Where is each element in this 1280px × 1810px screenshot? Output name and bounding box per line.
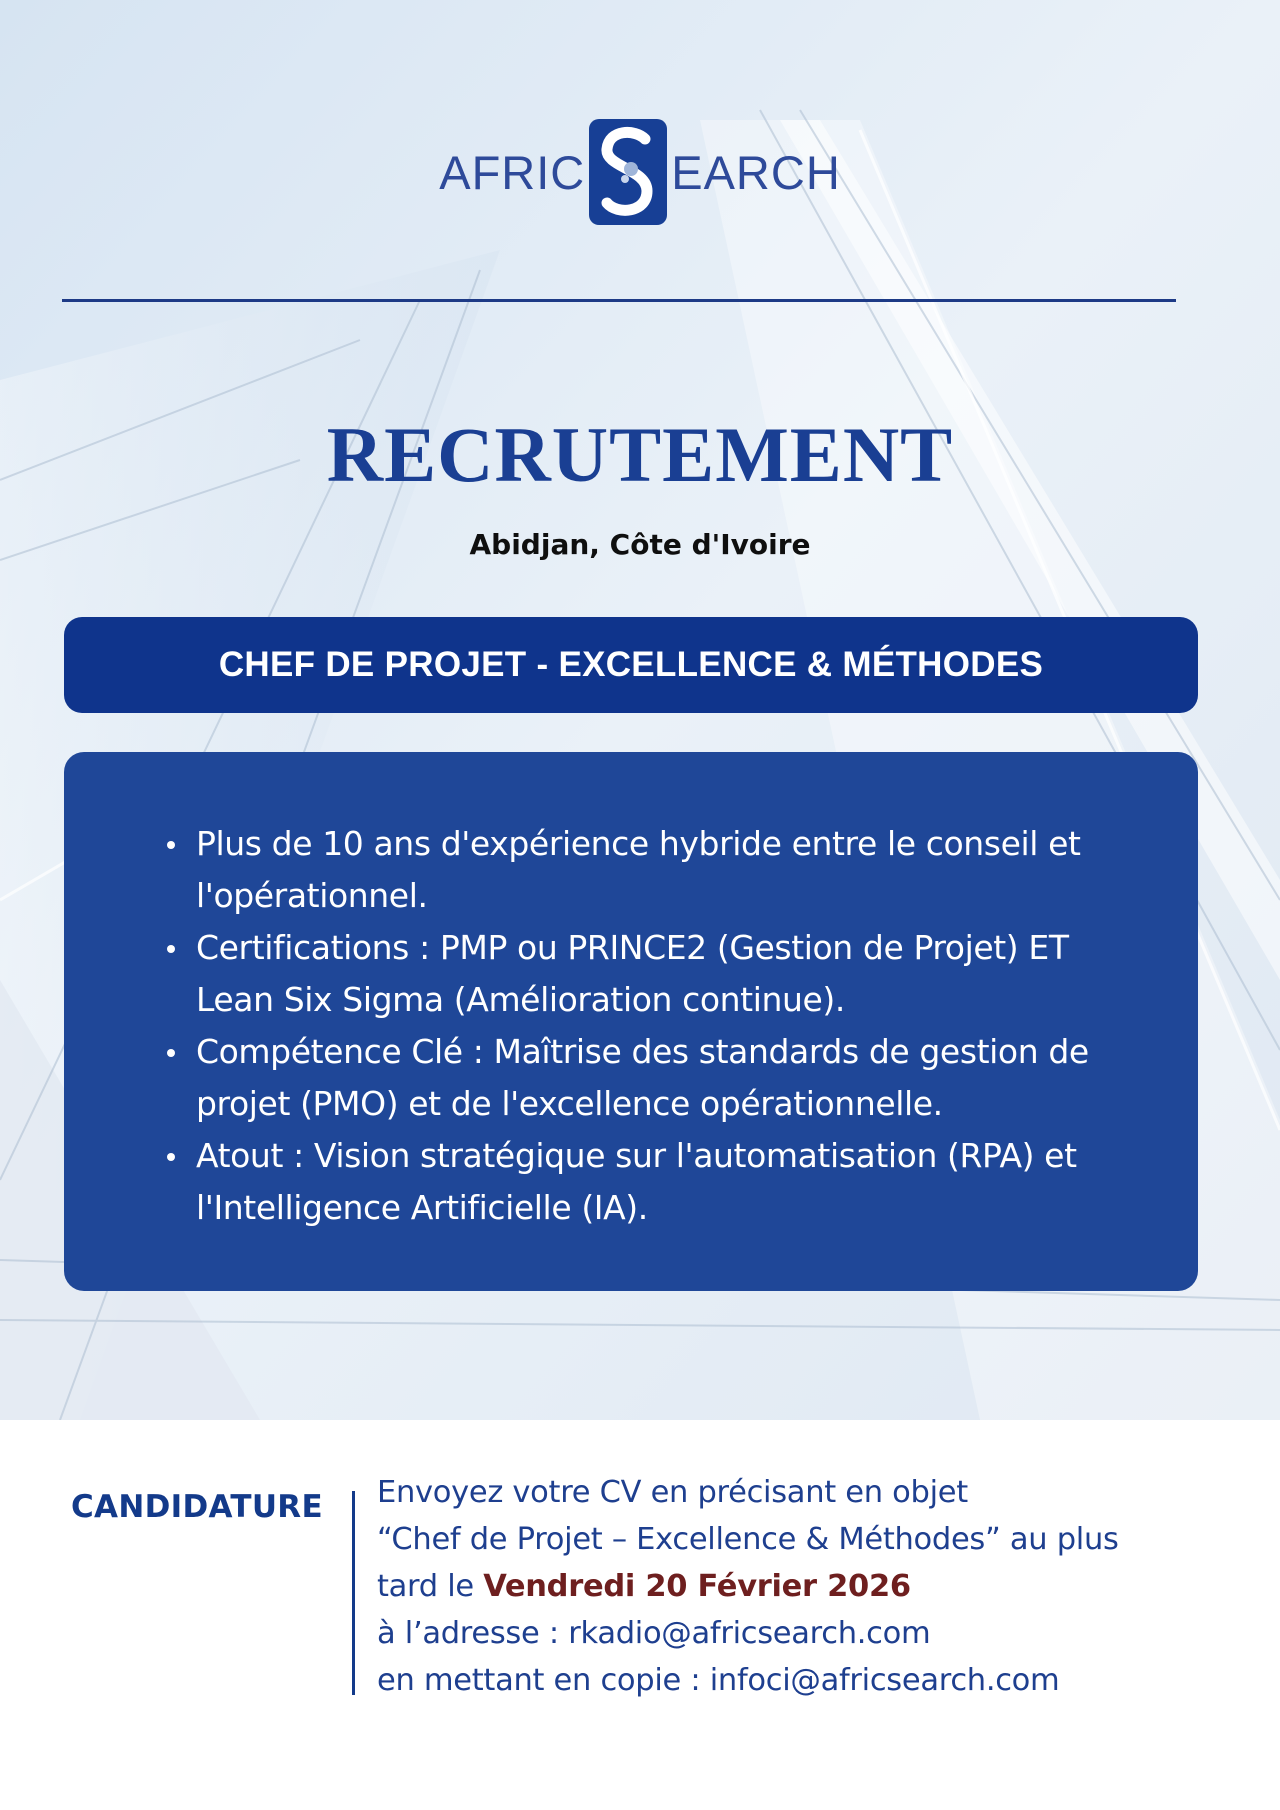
page-title: RECRUTEMENT (326, 411, 954, 498)
logo-text-left: AFRIC (439, 145, 586, 199)
requirement-line: Certifications : PMP ou PRINCE2 (Gestion de Projet) ET (196, 928, 1069, 967)
requirement-item (196, 1130, 1156, 1234)
requirement-line: l'Intelligence Artificielle (IA). (196, 1188, 648, 1227)
application-line-1: Envoyez votre CV en précisant en objet (377, 1475, 968, 1510)
requirement-line: Plus de 10 ans d'expérience hybride entre le conseil et (196, 824, 1081, 863)
requirement-line: Atout : Vision stratégique sur l'automatisation (RPA) et (196, 1136, 1077, 1175)
application-cc-line[interactable]: en mettant en copie : infoci@africsearch.com (377, 1663, 1060, 1698)
requirement-line: Compétence Clé : Maîtrise des standards de gestion de (196, 1032, 1089, 1071)
requirements-box (64, 752, 1198, 1291)
bullet-icon (167, 945, 175, 953)
deadline-prefix: tard le (377, 1569, 484, 1604)
job-title-banner (64, 617, 1198, 713)
application-line-2: “Chef de Projet – Excellence & Méthodes” au plus (377, 1522, 1119, 1557)
bullet-icon (167, 1153, 175, 1161)
application-label: CANDIDATURE (71, 1489, 323, 1525)
bullet-icon (167, 1049, 175, 1057)
requirement-item (196, 818, 1156, 922)
logo-text-right: EARCH (671, 145, 841, 199)
requirement-line: projet (PMO) et de l'excellence opérationnelle. (196, 1084, 943, 1123)
requirement-item (196, 922, 1156, 1026)
job-title: CHEF DE PROJET - EXCELLENCE & MÉTHODES (218, 645, 1044, 684)
application-line-3 (377, 1563, 1257, 1610)
requirement-line: Lean Six Sigma (Amélioration continue). (196, 980, 845, 1019)
requirement-item (196, 1026, 1156, 1130)
bullet-icon (167, 841, 175, 849)
application-deadline: Vendredi 20 Février 2026 (483, 1569, 911, 1604)
job-location: Abidjan, Côte d'Ivoire (469, 528, 811, 561)
requirements-list (196, 818, 1156, 1234)
logo-s-mark-icon (587, 117, 669, 227)
application-divider (352, 1491, 355, 1695)
header-divider (62, 299, 1176, 302)
application-instructions (377, 1469, 1257, 1704)
africsearch-logo (0, 112, 1280, 232)
requirement-line: l'opérationnel. (196, 876, 428, 915)
application-email-line[interactable]: à l’adresse : rkadio@africsearch.com (377, 1616, 931, 1651)
